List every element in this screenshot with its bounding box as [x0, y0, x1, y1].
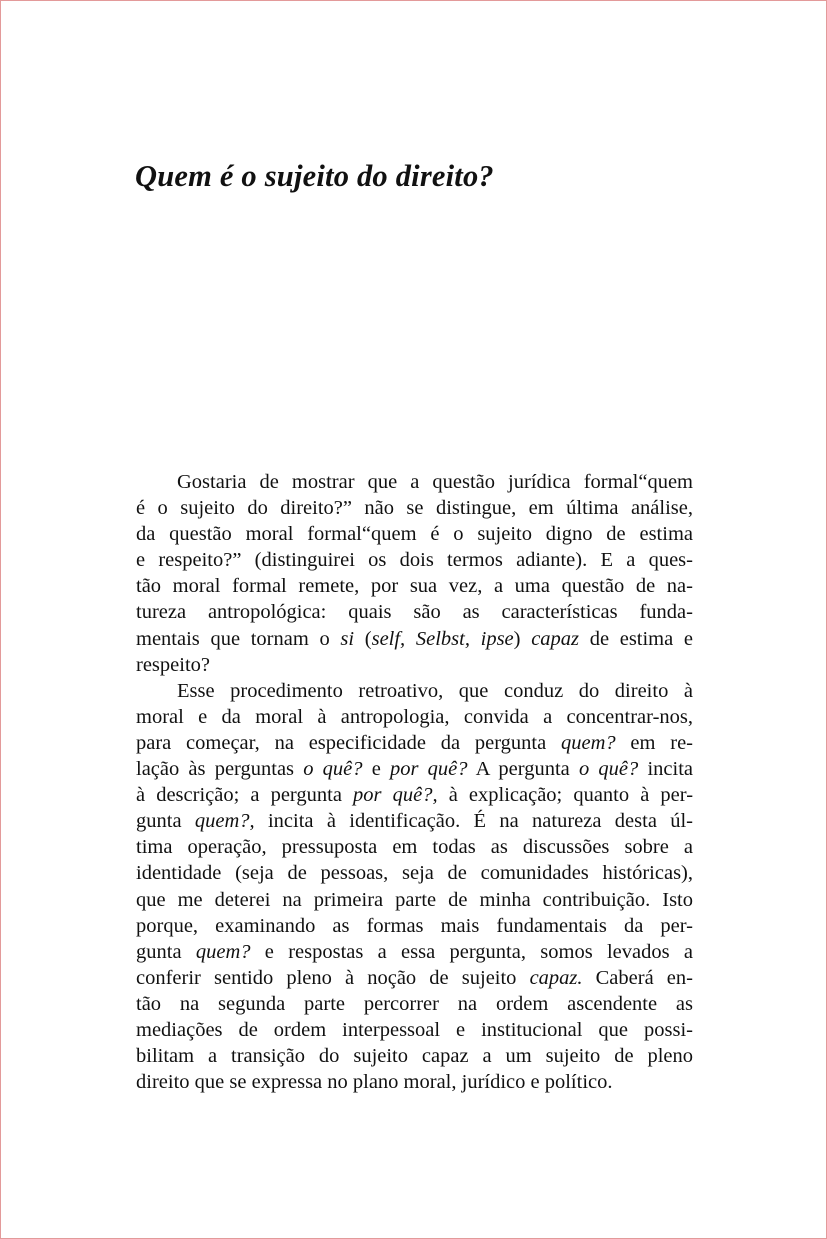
- text-span: A pergunta: [467, 758, 579, 781]
- text-line: [136, 495, 693, 521]
- text-line: [136, 599, 693, 625]
- text-line: [136, 913, 693, 939]
- text-line: [136, 469, 693, 495]
- text-span: Gostaria de mostrar que a questão jurídica formal“quem: [177, 471, 693, 493]
- italic-text: quem?: [195, 940, 251, 963]
- text-line: [136, 626, 693, 652]
- text-line: [136, 1043, 693, 1069]
- italic-text: self, Selbst, ipse: [371, 627, 514, 650]
- text-line: [136, 547, 693, 573]
- text-span: tima operação, pressuposta em todas as discussões sobre a: [136, 836, 693, 859]
- text-span: mediações de ordem interpessoal e institucional que possi-: [136, 1018, 693, 1041]
- italic-text: si: [340, 627, 355, 650]
- italic-text: capaz: [531, 627, 580, 650]
- text-span: conferir sentido pleno à noção de sujeito: [136, 966, 530, 989]
- paragraph: [136, 678, 693, 1096]
- text-line: [136, 860, 693, 886]
- text-line: [136, 808, 693, 834]
- text-span: para começar, na especificidade da pergunta: [136, 731, 561, 754]
- text-line: [136, 782, 693, 808]
- text-span: que me deterei na primeira parte de minha contribuição. Isto: [136, 888, 693, 911]
- text-span: à explicação; quanto à per-: [437, 784, 694, 807]
- text-span: à descrição; a pergunta: [136, 784, 354, 807]
- body-text: [136, 469, 693, 1095]
- italic-text: quem?,: [194, 810, 255, 833]
- text-span: é o sujeito do direito?” não se distingue, em última análise,: [136, 497, 693, 520]
- text-span: moral e da moral à antropologia, convida a concentrar-nos,: [136, 705, 693, 728]
- text-line: [136, 756, 693, 782]
- text-line: [136, 678, 693, 704]
- text-span: porque, examinando as formas mais fundamentais da per-: [136, 914, 693, 937]
- text-line: [136, 1069, 693, 1095]
- italic-text: capaz.: [529, 966, 583, 989]
- chapter-title: Quem é o sujeito do direito?: [135, 159, 494, 193]
- paragraph: [136, 469, 693, 678]
- text-span: Esse procedimento retroativo, que conduz do direito à: [177, 679, 693, 702]
- text-span: lação às perguntas: [136, 758, 304, 781]
- text-span: da questão moral formal“quem é o sujeito digno de estima: [136, 523, 693, 546]
- text-line: [136, 521, 693, 547]
- text-span: gunta: [136, 810, 195, 833]
- text-line: [136, 704, 693, 730]
- text-span: gunta: [136, 940, 196, 963]
- text-line: [136, 730, 693, 756]
- italic-text: o quê?: [578, 758, 639, 781]
- text-line: [136, 887, 693, 913]
- text-line: [136, 1017, 693, 1043]
- text-line: [136, 573, 693, 599]
- text-span: identidade (seja de pessoas, seja de comunidades históricas),: [136, 862, 693, 885]
- text-span: (: [354, 627, 372, 650]
- text-span: de estima e: [579, 627, 694, 650]
- text-span: e respostas a essa pergunta, somos levados a: [250, 940, 693, 963]
- text-line: [136, 991, 693, 1017]
- text-span: mentais que tornam o: [136, 627, 341, 650]
- italic-text: o quê?: [303, 758, 363, 781]
- text-span: bilitam a transição do sujeito capaz a um sujeito de pleno: [136, 1045, 693, 1068]
- text-span: tureza antropológica: quais são as características funda-: [136, 601, 693, 624]
- text-span: e respeito?” (distinguirei os dois termos adiante). E a ques-: [136, 549, 693, 572]
- text-span: incita à identificação. É na natureza desta úl-: [254, 810, 694, 833]
- text-span: e: [362, 758, 390, 781]
- italic-text: por quê?,: [353, 784, 438, 807]
- text-span: direito que se expressa no plano moral, jurídico e político.: [136, 1071, 613, 1094]
- text-span: em re-: [615, 731, 694, 754]
- text-span: incita: [638, 758, 693, 781]
- italic-text: quem?: [560, 731, 616, 754]
- text-line: [136, 652, 693, 678]
- text-line: [136, 939, 693, 965]
- text-line: [136, 965, 693, 991]
- text-span: tão moral formal remete, por sua vez, a uma questão de na-: [136, 575, 693, 598]
- text-line: [136, 834, 693, 860]
- text-span: respeito?: [136, 653, 210, 676]
- text-span: tão na segunda parte percorrer na ordem ascendente as: [136, 992, 693, 1015]
- italic-text: por quê?: [390, 758, 468, 781]
- text-span: ): [513, 627, 532, 650]
- text-span: Caberá en-: [582, 966, 693, 989]
